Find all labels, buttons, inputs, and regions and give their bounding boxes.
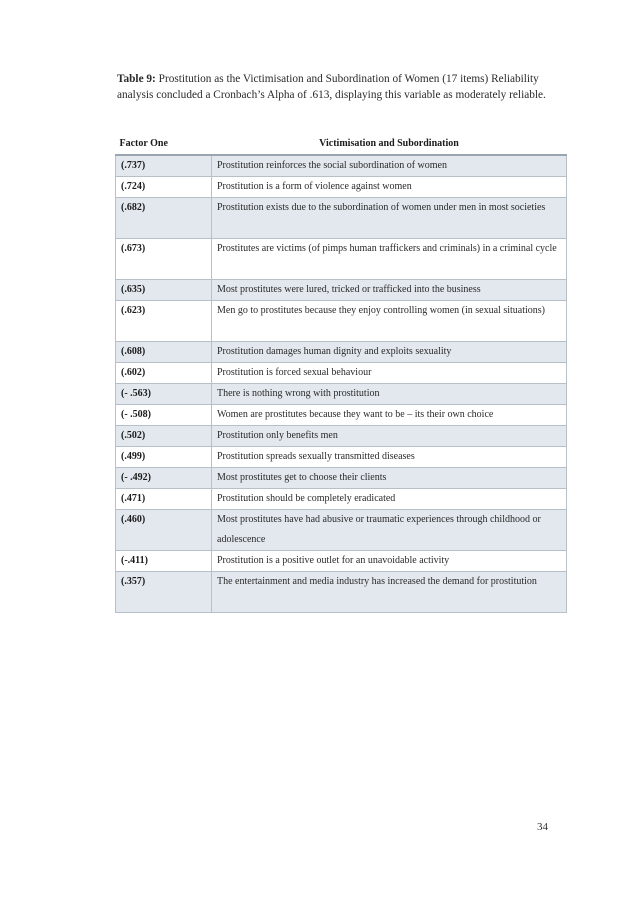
statement-cell: Most prostitutes were lured, tricked or trafficked into the business <box>212 280 567 301</box>
table-row <box>116 363 567 384</box>
header-category: Victimisation and Subordination <box>212 132 567 155</box>
table-row <box>116 447 567 468</box>
loading-cell: (.602) <box>116 363 212 384</box>
header-row <box>116 132 567 155</box>
loading-cell: (.471) <box>116 489 212 510</box>
loading-cell: (.499) <box>116 447 212 468</box>
loading-cell: (- .508) <box>116 405 212 426</box>
table-row <box>116 342 567 363</box>
statement-cell: Most prostitutes get to choose their clients <box>212 468 567 489</box>
table-row <box>116 468 567 489</box>
loading-cell: (.682) <box>116 198 212 239</box>
caption-title: Prostitution as the Victimisation and Subordination of Women (17 items) <box>158 73 489 85</box>
table-row <box>116 177 567 198</box>
loading-cell: (.724) <box>116 177 212 198</box>
statement-cell: Prostitution damages human dignity and exploits sexuality <box>212 342 567 363</box>
caption-label: Table 9: <box>117 73 156 85</box>
statement-cell: Prostitution is forced sexual behaviour <box>212 363 567 384</box>
table-caption <box>117 71 557 103</box>
table-row <box>116 155 567 177</box>
statement-cell: Prostitutes are victims (of pimps human traffickers and criminals) in a criminal cycle <box>212 239 567 280</box>
table-row <box>116 551 567 572</box>
statement-cell: Most prostitutes have had abusive or traumatic experiences through childhood or adolescence <box>212 510 567 551</box>
loading-cell: (.502) <box>116 426 212 447</box>
statement-cell: Prostitution is a positive outlet for an unavoidable activity <box>212 551 567 572</box>
table-row <box>116 198 567 239</box>
statement-cell: Men go to prostitutes because they enjoy controlling women (in sexual situations) <box>212 301 567 342</box>
table-row <box>116 384 567 405</box>
table-row <box>116 572 567 613</box>
loading-cell: (.737) <box>116 155 212 177</box>
statement-cell: Prostitution exists due to the subordination of women under men in most societies <box>212 198 567 239</box>
loading-cell: (.460) <box>116 510 212 551</box>
statement-cell: Prostitution only benefits men <box>212 426 567 447</box>
table-row <box>116 239 567 280</box>
factor-table <box>115 132 567 613</box>
statement-cell: Prostitution should be completely eradicated <box>212 489 567 510</box>
loading-cell: (-.411) <box>116 551 212 572</box>
caption-note: Reliability analysis concluded a Cronbach’s Alpha of .613, displaying this variable as moderately reliable. <box>117 73 546 101</box>
page-number: 34 <box>537 821 548 833</box>
table-row <box>116 510 567 551</box>
loading-cell: (- .492) <box>116 468 212 489</box>
table-row <box>116 489 567 510</box>
statement-cell: There is nothing wrong with prostitution <box>212 384 567 405</box>
table-row <box>116 426 567 447</box>
statement-cell: The entertainment and media industry has increased the demand for prostitution <box>212 572 567 613</box>
loading-cell: (.623) <box>116 301 212 342</box>
statement-cell: Prostitution is a form of violence against women <box>212 177 567 198</box>
loading-cell: (.673) <box>116 239 212 280</box>
loading-cell: (- .563) <box>116 384 212 405</box>
statement-cell: Prostitution reinforces the social subordination of women <box>212 155 567 177</box>
table-row <box>116 280 567 301</box>
table-row <box>116 405 567 426</box>
loading-cell: (.357) <box>116 572 212 613</box>
table-row <box>116 301 567 342</box>
statement-cell: Women are prostitutes because they want to be – its their own choice <box>212 405 567 426</box>
header-factor: Factor One <box>116 132 212 155</box>
statement-cell: Prostitution spreads sexually transmitted diseases <box>212 447 567 468</box>
loading-cell: (.635) <box>116 280 212 301</box>
loading-cell: (.608) <box>116 342 212 363</box>
